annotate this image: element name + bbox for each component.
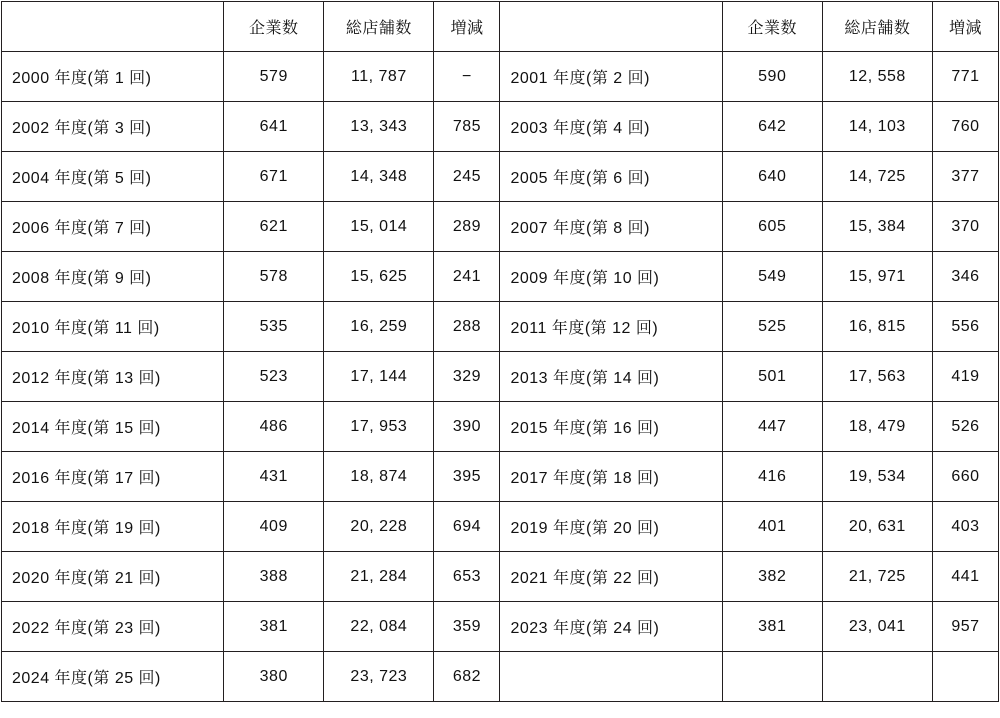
cell-right-delta <box>932 652 998 702</box>
header-left-stores: 総店舗数 <box>324 2 434 52</box>
cell-left-stores: 18, 874 <box>324 452 434 502</box>
cell-right-firms: 501 <box>722 352 822 402</box>
table-row <box>2 302 999 352</box>
cell-right-label: 2023 年度(第 24 回) <box>500 602 722 652</box>
header-left-label <box>2 2 224 52</box>
cell-left-firms: 535 <box>224 302 324 352</box>
cell-left-delta: 245 <box>434 152 500 202</box>
survey-statistics-table <box>1 1 999 702</box>
table-row <box>2 602 999 652</box>
cell-left-stores: 15, 014 <box>324 202 434 252</box>
cell-right-stores: 21, 725 <box>822 552 932 602</box>
table-row <box>2 502 999 552</box>
cell-right-stores: 12, 558 <box>822 52 932 102</box>
cell-left-stores: 13, 343 <box>324 102 434 152</box>
cell-left-delta: 289 <box>434 202 500 252</box>
cell-left-delta: 390 <box>434 402 500 452</box>
header-right-stores: 総店舗数 <box>822 2 932 52</box>
cell-right-label: 2015 年度(第 16 回) <box>500 402 722 452</box>
cell-left-label: 2000 年度(第 1 回) <box>2 52 224 102</box>
cell-right-delta: 771 <box>932 52 998 102</box>
cell-right-firms: 640 <box>722 152 822 202</box>
cell-left-firms: 486 <box>224 402 324 452</box>
cell-left-label: 2018 年度(第 19 回) <box>2 502 224 552</box>
cell-left-firms: 579 <box>224 52 324 102</box>
cell-left-firms: 388 <box>224 552 324 602</box>
cell-right-firms: 549 <box>722 252 822 302</box>
cell-right-stores: 16, 815 <box>822 302 932 352</box>
cell-right-label <box>500 652 722 702</box>
cell-right-stores <box>822 652 932 702</box>
cell-left-delta: 288 <box>434 302 500 352</box>
cell-right-label: 2009 年度(第 10 回) <box>500 252 722 302</box>
table-row <box>2 52 999 102</box>
cell-left-label: 2014 年度(第 15 回) <box>2 402 224 452</box>
cell-right-delta: 760 <box>932 102 998 152</box>
cell-right-delta: 370 <box>932 202 998 252</box>
cell-right-firms: 416 <box>722 452 822 502</box>
table-row <box>2 402 999 452</box>
table-row <box>2 202 999 252</box>
cell-right-firms: 590 <box>722 52 822 102</box>
cell-right-firms: 381 <box>722 602 822 652</box>
cell-right-label: 2021 年度(第 22 回) <box>500 552 722 602</box>
cell-left-stores: 16, 259 <box>324 302 434 352</box>
cell-right-delta: 441 <box>932 552 998 602</box>
cell-left-stores: 20, 228 <box>324 502 434 552</box>
cell-left-label: 2010 年度(第 11 回) <box>2 302 224 352</box>
cell-left-delta: 395 <box>434 452 500 502</box>
header-right-label <box>500 2 722 52</box>
table-row <box>2 652 999 702</box>
cell-left-stores: 23, 723 <box>324 652 434 702</box>
cell-right-firms: 447 <box>722 402 822 452</box>
cell-left-label: 2016 年度(第 17 回) <box>2 452 224 502</box>
table-body <box>2 52 999 702</box>
cell-right-label: 2011 年度(第 12 回) <box>500 302 722 352</box>
cell-left-label: 2024 年度(第 25 回) <box>2 652 224 702</box>
cell-right-delta: 377 <box>932 152 998 202</box>
cell-right-delta: 346 <box>932 252 998 302</box>
cell-left-firms: 578 <box>224 252 324 302</box>
cell-right-delta: 660 <box>932 452 998 502</box>
table-row <box>2 552 999 602</box>
cell-right-delta: 957 <box>932 602 998 652</box>
cell-right-stores: 15, 384 <box>822 202 932 252</box>
header-right-firms: 企業数 <box>722 2 822 52</box>
cell-right-label: 2005 年度(第 6 回) <box>500 152 722 202</box>
cell-left-stores: 11, 787 <box>324 52 434 102</box>
cell-left-delta: 682 <box>434 652 500 702</box>
cell-right-delta: 403 <box>932 502 998 552</box>
cell-right-firms: 642 <box>722 102 822 152</box>
cell-left-delta: 329 <box>434 352 500 402</box>
cell-right-stores: 19, 534 <box>822 452 932 502</box>
table-row <box>2 352 999 402</box>
cell-right-stores: 14, 103 <box>822 102 932 152</box>
cell-left-firms: 671 <box>224 152 324 202</box>
cell-left-stores: 21, 284 <box>324 552 434 602</box>
cell-left-firms: 409 <box>224 502 324 552</box>
table-row <box>2 452 999 502</box>
table-row <box>2 102 999 152</box>
cell-left-label: 2020 年度(第 21 回) <box>2 552 224 602</box>
cell-left-delta: 785 <box>434 102 500 152</box>
cell-right-label: 2019 年度(第 20 回) <box>500 502 722 552</box>
cell-left-delta: 694 <box>434 502 500 552</box>
cell-right-label: 2017 年度(第 18 回) <box>500 452 722 502</box>
cell-right-stores: 18, 479 <box>822 402 932 452</box>
cell-right-label: 2001 年度(第 2 回) <box>500 52 722 102</box>
cell-right-delta: 556 <box>932 302 998 352</box>
cell-left-firms: 621 <box>224 202 324 252</box>
cell-left-stores: 22, 084 <box>324 602 434 652</box>
cell-right-firms: 525 <box>722 302 822 352</box>
cell-left-stores: 17, 953 <box>324 402 434 452</box>
cell-right-stores: 14, 725 <box>822 152 932 202</box>
cell-right-stores: 20, 631 <box>822 502 932 552</box>
cell-left-label: 2022 年度(第 23 回) <box>2 602 224 652</box>
cell-right-label: 2013 年度(第 14 回) <box>500 352 722 402</box>
cell-left-label: 2002 年度(第 3 回) <box>2 102 224 152</box>
cell-left-stores: 14, 348 <box>324 152 434 202</box>
cell-left-label: 2008 年度(第 9 回) <box>2 252 224 302</box>
cell-right-firms <box>722 652 822 702</box>
cell-left-stores: 15, 625 <box>324 252 434 302</box>
cell-right-stores: 15, 971 <box>822 252 932 302</box>
cell-right-firms: 382 <box>722 552 822 602</box>
cell-left-label: 2006 年度(第 7 回) <box>2 202 224 252</box>
cell-left-label: 2004 年度(第 5 回) <box>2 152 224 202</box>
header-left-delta: 増減 <box>434 2 500 52</box>
cell-left-firms: 381 <box>224 602 324 652</box>
table-header <box>2 2 999 52</box>
cell-right-stores: 17, 563 <box>822 352 932 402</box>
cell-left-delta: 653 <box>434 552 500 602</box>
cell-right-stores: 23, 041 <box>822 602 932 652</box>
cell-left-firms: 431 <box>224 452 324 502</box>
cell-right-firms: 401 <box>722 502 822 552</box>
table-row <box>2 152 999 202</box>
table-row <box>2 252 999 302</box>
cell-right-delta: 419 <box>932 352 998 402</box>
cell-left-delta: 241 <box>434 252 500 302</box>
header-left-firms: 企業数 <box>224 2 324 52</box>
cell-left-delta: 359 <box>434 602 500 652</box>
cell-left-firms: 380 <box>224 652 324 702</box>
document-page <box>0 1 1000 718</box>
cell-left-stores: 17, 144 <box>324 352 434 402</box>
cell-right-label: 2007 年度(第 8 回) <box>500 202 722 252</box>
cell-right-delta: 526 <box>932 402 998 452</box>
header-right-delta: 増減 <box>932 2 998 52</box>
cell-left-firms: 523 <box>224 352 324 402</box>
cell-right-label: 2003 年度(第 4 回) <box>500 102 722 152</box>
header-row <box>2 2 999 52</box>
cell-right-firms: 605 <box>722 202 822 252</box>
cell-left-firms: 641 <box>224 102 324 152</box>
cell-left-delta: − <box>434 52 500 102</box>
cell-left-label: 2012 年度(第 13 回) <box>2 352 224 402</box>
